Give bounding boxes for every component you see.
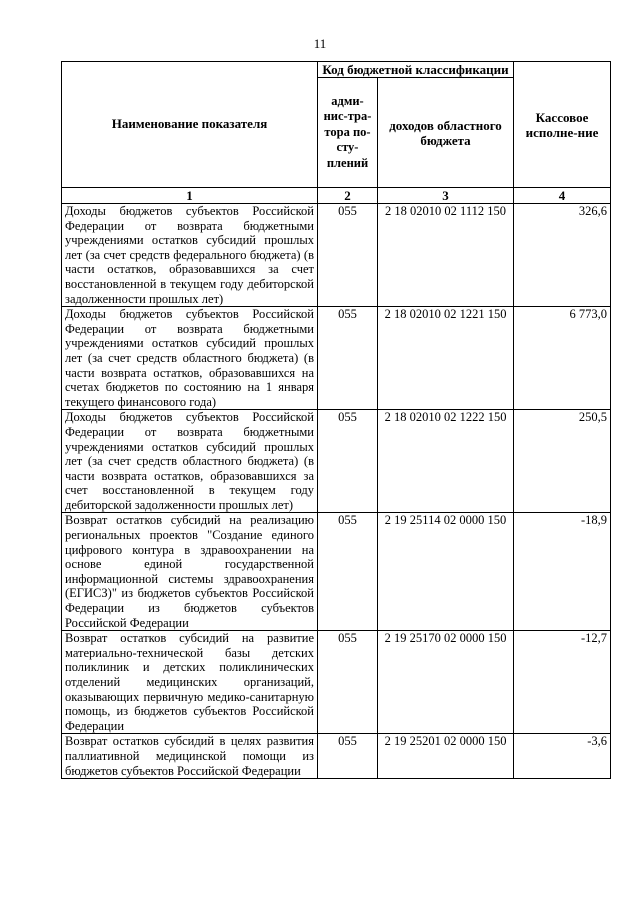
row-description: Возврат остатков субсидий на развитие материально-технической базы детских поликлиник и детских поликлинических отделений медицинских организаций, оказывающих первичную медико-санитарную помощь, из бюджетов субъектов Российской Федерации (62, 631, 318, 734)
row-admin-code: 055 (318, 631, 378, 734)
budget-classification-table (61, 61, 611, 779)
row-admin-code: 055 (318, 734, 378, 779)
row-income-code: 2 19 25201 02 0000 150 (378, 734, 514, 779)
header-regional-income: доходов областного бюджета (378, 78, 514, 188)
table-row (62, 734, 611, 779)
header-cash-execution (514, 62, 611, 188)
row-income-code: 2 18 02010 02 1221 150 (378, 307, 514, 410)
page-number: 11 (313, 36, 327, 51)
row-description: Возврат остатков субсидий в целях развития паллиативной медицинской помощи из бюджетов субъектов Российской Федерации (62, 734, 318, 779)
row-admin-code: 055 (318, 204, 378, 307)
table-row (62, 513, 611, 631)
row-description: Доходы бюджетов субъектов Российской Федерации от возврата бюджетными учреждениями остатков субсидий прошлых лет (за счет средств областного бюджета) (в части возврата остатков, образовавшихся на счетах бюджетов по состоянию на 1 января текущего финансового года) (62, 307, 318, 410)
row-amount: 250,5 (514, 410, 611, 513)
header-code-group: Код бюджетной классификации (318, 62, 514, 78)
row-amount: -12,7 (514, 631, 611, 734)
row-description: Возврат остатков субсидий на реализацию региональных проектов "Создание единого цифрового контура в здравоохранении на основе единой государственной информационной системы здравоохранения (ЕГИСЗ)" из бюджетов субъектов Российской Федерации из бюджетов субъектов Российской Федерации (62, 513, 318, 631)
row-description: Доходы бюджетов субъектов Российской Федерации от возврата бюджетными учреждениями остатков субсидий прошлых лет (за счет средств федерального бюджета) (в части остатков, образовавшихся за счет восстановленной в текущем году дебиторской задолженности прошлых лет) (62, 204, 318, 307)
column-number-2: 2 (318, 188, 378, 204)
table-row (62, 631, 611, 734)
row-income-code: 2 19 25114 02 0000 150 (378, 513, 514, 631)
row-income-code: 2 18 02010 02 1222 150 (378, 410, 514, 513)
row-amount: -18,9 (514, 513, 611, 631)
table-row (62, 307, 611, 410)
column-number-1: 1 (62, 188, 318, 204)
row-description: Доходы бюджетов субъектов Российской Федерации от возврата бюджетными учреждениями остатков субсидий прошлых лет (за счет средств областного бюджета) (в части возврата остатков, образовавшихся за счет восстановленной в текущем году дебиторской задолженности прошлых лет) (62, 410, 318, 513)
row-income-code: 2 18 02010 02 1112 150 (378, 204, 514, 307)
header-administrator: адми-нис-тра-тора по-сту-плений (318, 78, 378, 188)
row-admin-code: 055 (318, 513, 378, 631)
header-cash-execution-text: Кассовое исполне-ние (525, 109, 599, 140)
column-number-3: 3 (378, 188, 514, 204)
row-admin-code: 055 (318, 307, 378, 410)
table-row (62, 410, 611, 513)
row-admin-code: 055 (318, 410, 378, 513)
table-row (62, 204, 611, 307)
row-amount: -3,6 (514, 734, 611, 779)
row-amount: 6 773,0 (514, 307, 611, 410)
row-amount: 326,6 (514, 204, 611, 307)
header-indicator-name: Наименование показателя (62, 62, 318, 188)
column-number-4: 4 (514, 188, 611, 204)
row-income-code: 2 19 25170 02 0000 150 (378, 631, 514, 734)
